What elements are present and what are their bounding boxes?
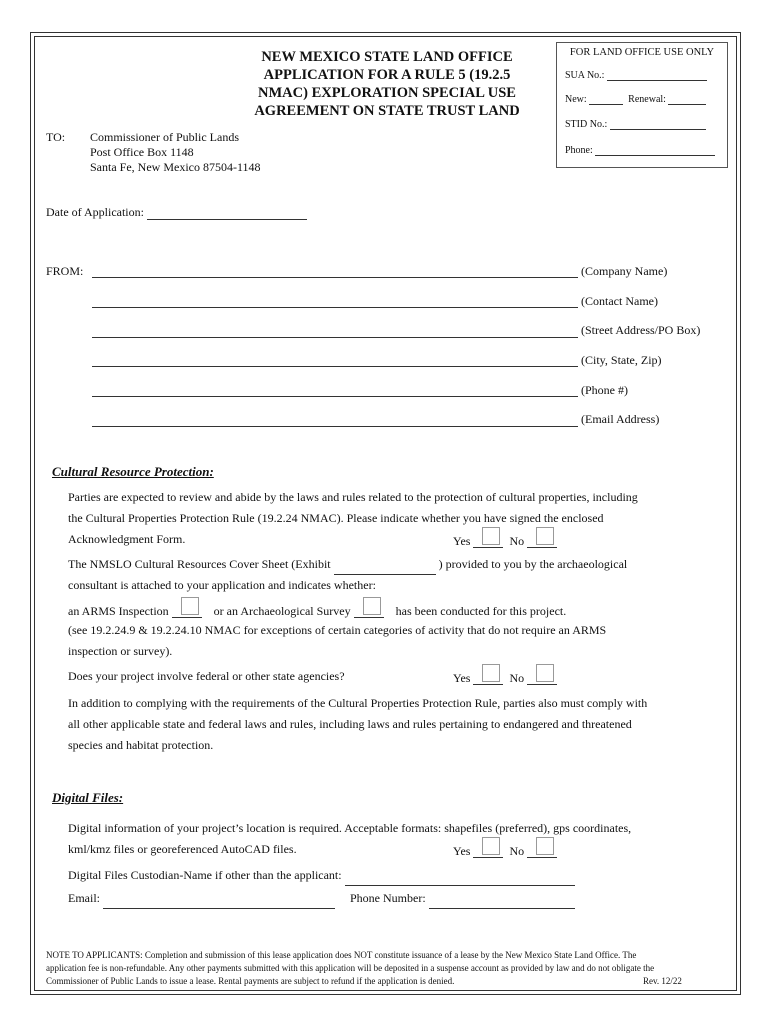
custodian-label: Digital Files Custodian-Name if other than the applicant: bbox=[68, 868, 342, 882]
acknowledgment-no-checkbox[interactable] bbox=[527, 529, 557, 548]
stid-field[interactable] bbox=[610, 129, 706, 130]
cover-sheet-text: The NMSLO Cultural Resources Cover Sheet (Exhibit bbox=[68, 557, 331, 571]
conducted-text: has been conducted for this project. bbox=[395, 604, 567, 618]
title-line: AGREEMENT ON STATE TRUST LAND bbox=[254, 103, 520, 119]
checkbox-box bbox=[536, 527, 554, 545]
text-line: inspection or survey). bbox=[68, 644, 173, 658]
cultural-paragraph-1 bbox=[68, 487, 680, 550]
federal-no-checkbox[interactable] bbox=[527, 666, 557, 685]
form-title bbox=[232, 48, 542, 120]
city-state-zip-field[interactable] bbox=[92, 366, 578, 367]
checkbox-box bbox=[363, 597, 381, 615]
title-line: APPLICATION FOR A RULE 5 (19.2.5 bbox=[263, 67, 511, 83]
exhibit-field[interactable] bbox=[334, 562, 436, 575]
no-label: No bbox=[509, 671, 525, 685]
acknowledgment-yes-checkbox[interactable] bbox=[473, 529, 503, 548]
checkbox-box bbox=[536, 837, 554, 855]
phone-label: Phone: bbox=[565, 145, 593, 156]
stid-label: STID No.: bbox=[565, 119, 608, 130]
digital-yes-no bbox=[453, 839, 557, 862]
checkbox-box bbox=[536, 664, 554, 682]
contact-name-field[interactable] bbox=[92, 307, 578, 308]
arms-label: an ARMS Inspection bbox=[68, 604, 169, 618]
sua-field[interactable] bbox=[607, 80, 707, 81]
text-line: consultant is attached to your application and indicates whether: bbox=[68, 578, 376, 592]
email-label: (Email Address) bbox=[581, 412, 660, 426]
company-name-field[interactable] bbox=[92, 277, 578, 278]
digital-no-checkbox[interactable] bbox=[527, 839, 557, 858]
yes-label: Yes bbox=[453, 844, 471, 858]
arms-inspection-checkbox[interactable] bbox=[172, 599, 202, 618]
exceptions-note bbox=[68, 620, 688, 662]
to-address bbox=[90, 130, 261, 175]
text-line: Parties are expected to review and abide by the laws and rules related to the protection of cultural properties, including bbox=[68, 490, 638, 504]
company-name-label: (Company Name) bbox=[581, 264, 668, 278]
text-line: the Cultural Properties Protection Rule (19.2.24 NMAC). Please indicate whether you have signed the enclosed bbox=[68, 511, 604, 525]
cultural-paragraph-2 bbox=[68, 554, 688, 596]
text-line: Acknowledgment Form. bbox=[68, 532, 186, 546]
note-line: application fee is non-refundable. Any other payments submitted with this application will be deposited in a suspense account as provided by law and do not obligate the bbox=[46, 963, 655, 973]
new-field[interactable] bbox=[589, 104, 623, 105]
to-line: Santa Fe, New Mexico 87504-1148 bbox=[90, 160, 261, 174]
date-field[interactable] bbox=[147, 207, 307, 220]
to-label: TO: bbox=[46, 130, 66, 144]
new-label: New: bbox=[565, 94, 587, 105]
text-line: Digital information of your project’s location is required. Acceptable formats: shapefiles (preferred), gps coordinates, bbox=[68, 821, 632, 835]
no-label: No bbox=[509, 534, 525, 548]
sua-label: SUA No.: bbox=[565, 70, 605, 81]
title-line: NMAC) EXPLORATION SPECIAL USE bbox=[258, 85, 516, 101]
custodian-phone-field[interactable] bbox=[429, 896, 575, 909]
phone-field[interactable] bbox=[92, 396, 578, 397]
federal-question: Does your project involve federal or other state agencies? bbox=[68, 669, 345, 683]
federal-yes-checkbox[interactable] bbox=[473, 666, 503, 685]
note-line: Commissioner of Public Lands to issue a lease. Rental payments are subject to refund if the application is denied. bbox=[46, 976, 455, 986]
yes-label: Yes bbox=[453, 534, 471, 548]
office-use-header: FOR LAND OFFICE USE ONLY bbox=[569, 47, 715, 58]
no-label: No bbox=[509, 844, 525, 858]
cover-sheet-text-2: ) provided to you by the archaeological bbox=[438, 557, 628, 571]
cultural-heading: Cultural Resource Protection: bbox=[52, 464, 214, 479]
checkbox-box bbox=[482, 527, 500, 545]
text-line: species and habitat protection. bbox=[68, 738, 214, 752]
custodian-contact-line bbox=[68, 888, 575, 909]
custodian-name-field[interactable] bbox=[345, 873, 575, 886]
text-line bbox=[68, 554, 688, 575]
archaeological-survey-checkbox[interactable] bbox=[354, 599, 384, 618]
renewal-label: Renewal: bbox=[628, 94, 666, 105]
cultural-paragraph-4 bbox=[68, 693, 688, 756]
custodian-line bbox=[68, 865, 575, 886]
digital-yes-checkbox[interactable] bbox=[473, 839, 503, 858]
custodian-phone-label: Phone Number: bbox=[350, 891, 426, 905]
text-line: (see 19.2.24.9 & 19.2.24.10 NMAC for exceptions of certain categories of activity that do not require an ARMS bbox=[68, 623, 607, 637]
contact-name-label: (Contact Name) bbox=[581, 294, 658, 308]
date-label: Date of Application: bbox=[46, 205, 144, 219]
title-line: NEW MEXICO STATE LAND OFFICE bbox=[261, 49, 513, 65]
street-address-label: (Street Address/PO Box) bbox=[581, 323, 701, 337]
custodian-email-field[interactable] bbox=[103, 896, 335, 909]
text-line: In addition to complying with the requirements of the Cultural Properties Protection Rule, parties also must comply with bbox=[68, 696, 648, 710]
yes-label: Yes bbox=[453, 671, 471, 685]
office-use-box bbox=[556, 42, 728, 168]
digital-heading: Digital Files: bbox=[52, 790, 124, 805]
to-line: Commissioner of Public Lands bbox=[90, 130, 239, 144]
email-field[interactable] bbox=[92, 426, 578, 427]
text-line: all other applicable state and federal laws and rules, including laws and rules pertaining to endangered and threatened bbox=[68, 717, 632, 731]
acknowledgment-yes-no bbox=[453, 529, 557, 552]
street-address-field[interactable] bbox=[92, 337, 578, 338]
note-to-applicants bbox=[46, 949, 726, 988]
federal-yes-no bbox=[453, 666, 557, 689]
arms-line bbox=[68, 599, 688, 622]
digital-paragraph bbox=[68, 818, 688, 860]
to-line: Post Office Box 1148 bbox=[90, 145, 194, 159]
note-line: NOTE TO APPLICANTS: Completion and submission of this lease application does NOT constitute issuance of a lease by the New Mexico State Land Office. The bbox=[46, 950, 637, 960]
phone-label: (Phone #) bbox=[581, 383, 628, 397]
city-state-zip-label: (City, State, Zip) bbox=[581, 353, 662, 367]
text-line: kml/kmz files or georeferenced AutoCAD files. bbox=[68, 842, 297, 856]
checkbox-box bbox=[482, 664, 500, 682]
office-phone-field[interactable] bbox=[595, 155, 715, 156]
revision-date: Rev. 12/22 bbox=[643, 976, 682, 986]
survey-label: or an Archaeological Survey bbox=[213, 604, 351, 618]
checkbox-box bbox=[181, 597, 199, 615]
from-label: FROM: bbox=[46, 264, 84, 278]
renewal-field[interactable] bbox=[668, 104, 706, 105]
custodian-email-label: Email: bbox=[68, 891, 100, 905]
checkbox-box bbox=[482, 837, 500, 855]
